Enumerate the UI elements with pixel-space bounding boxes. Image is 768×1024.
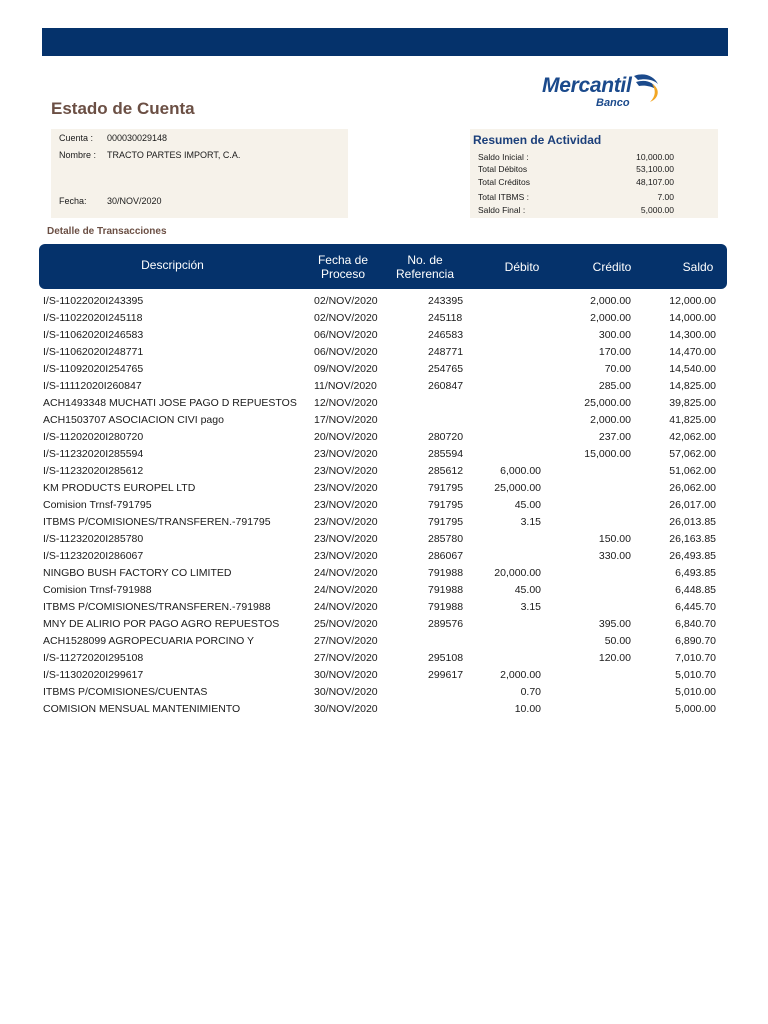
table-row — [0, 667, 768, 684]
table-row — [0, 412, 768, 429]
cell-description: I/S-11232020I285612 — [43, 465, 144, 477]
cell-description: I/S-11112020I260847 — [43, 380, 142, 392]
cell-date: 27/NOV/2020 — [314, 635, 378, 647]
table-row — [0, 378, 768, 395]
cell-description: I/S-11232020I286067 — [43, 550, 144, 562]
activity-summary-box — [470, 129, 718, 218]
cell-reference: 791988 — [428, 601, 464, 613]
summary-row — [478, 192, 674, 204]
cell-debit: 0.70 — [520, 686, 541, 698]
summary-row — [478, 152, 674, 164]
cell-date: 23/NOV/2020 — [314, 516, 378, 528]
cell-description: ITBMS P/COMISIONES/TRANSFEREN.-791988 — [43, 601, 271, 613]
cell-date: 11/NOV/2020 — [314, 380, 377, 392]
cell-date: 25/NOV/2020 — [314, 618, 378, 630]
date-label: Fecha: — [59, 196, 87, 206]
summary-row — [478, 177, 674, 189]
table-row — [0, 616, 768, 633]
cell-description: I/S-11062020I246583 — [43, 329, 144, 341]
table-row — [0, 463, 768, 480]
cell-date: 06/NOV/2020 — [314, 346, 378, 358]
cell-balance: 26,163.85 — [669, 533, 716, 545]
logo-swoosh-icon — [630, 70, 662, 104]
summary-label: Saldo Inicial : — [478, 152, 529, 162]
cell-date: 02/NOV/2020 — [314, 312, 378, 324]
column-header-debit: Débito — [504, 260, 540, 274]
cell-balance: 14,000.00 — [669, 312, 716, 324]
cell-credit: 300.00 — [598, 329, 631, 341]
cell-credit: 170.00 — [598, 346, 631, 358]
table-row — [0, 565, 768, 582]
cell-reference: 299617 — [428, 669, 464, 681]
summary-title: Resumen de Actividad — [473, 133, 602, 147]
cell-reference: 260847 — [428, 380, 464, 392]
cell-credit: 2,000.00 — [590, 414, 631, 426]
cell-balance: 26,013.85 — [669, 516, 716, 528]
cell-description: I/S-11302020I299617 — [43, 669, 144, 681]
cell-date: 02/NOV/2020 — [314, 295, 378, 307]
transactions-table-header — [39, 244, 727, 289]
table-row — [0, 650, 768, 667]
cell-description: I/S-11272020I295108 — [43, 652, 144, 664]
logo-wordmark: Mercantil — [542, 74, 632, 97]
cell-credit: 70.00 — [604, 363, 631, 375]
summary-row — [478, 205, 674, 217]
cell-date: 12/NOV/2020 — [314, 397, 378, 409]
cell-credit: 25,000.00 — [584, 397, 631, 409]
cell-balance: 6,840.70 — [675, 618, 716, 630]
table-row — [0, 344, 768, 361]
cell-balance: 41,825.00 — [669, 414, 716, 426]
cell-date: 20/NOV/2020 — [314, 431, 378, 443]
cell-credit: 15,000.00 — [584, 448, 631, 460]
cell-date: 23/NOV/2020 — [314, 499, 378, 511]
cell-description: COMISION MENSUAL MANTENIMIENTO — [43, 703, 241, 715]
cell-debit: 3.15 — [520, 516, 541, 528]
cell-reference: 245118 — [428, 312, 463, 324]
cell-description: I/S-11232020I285780 — [43, 533, 144, 545]
summary-value: 48,107.00 — [636, 177, 674, 187]
cell-balance: 39,825.00 — [669, 397, 716, 409]
cell-date: 27/NOV/2020 — [314, 652, 378, 664]
page-title: Estado de Cuenta — [51, 99, 195, 118]
cell-balance: 6,890.70 — [675, 635, 716, 647]
cell-debit: 25,000.00 — [494, 482, 541, 494]
cell-date: 17/NOV/2020 — [314, 414, 378, 426]
summary-value: 10,000.00 — [636, 152, 674, 162]
cell-description: MNY DE ALIRIO POR PAGO AGRO REPUESTOS — [43, 618, 280, 630]
cell-date: 23/NOV/2020 — [314, 482, 378, 494]
cell-description: I/S-11092020I254765 — [43, 363, 144, 375]
table-row — [0, 599, 768, 616]
summary-row — [478, 164, 674, 176]
table-row — [0, 293, 768, 310]
cell-date: 23/NOV/2020 — [314, 533, 378, 545]
cell-balance: 14,470.00 — [669, 346, 716, 358]
cell-balance: 14,540.00 — [669, 363, 716, 375]
account-info-box — [51, 129, 348, 218]
cell-balance: 7,010.70 — [675, 652, 716, 664]
cell-reference: 248771 — [428, 346, 464, 358]
column-header-credit: Crédito — [592, 260, 632, 274]
account-holder-name: TRACTO PARTES IMPORT, C.A. — [107, 150, 241, 160]
cell-description: ACH1493348 MUCHATI JOSE PAGO D REPUESTOS — [43, 397, 297, 409]
cell-debit: 6,000.00 — [500, 465, 541, 477]
column-header-reference-line2: Referencia — [395, 267, 455, 281]
cell-reference: 791988 — [428, 567, 464, 579]
cell-date: 30/NOV/2020 — [314, 686, 378, 698]
cell-credit: 50.00 — [604, 635, 631, 647]
column-header-date — [303, 253, 383, 281]
table-row — [0, 701, 768, 718]
column-header-balance: Saldo — [682, 260, 714, 274]
cell-reference: 295108 — [428, 652, 464, 664]
cell-date: 23/NOV/2020 — [314, 465, 378, 477]
cell-reference: 243395 — [428, 295, 464, 307]
column-header-reference — [385, 253, 465, 281]
statement-date: 30/NOV/2020 — [107, 196, 162, 206]
table-row — [0, 395, 768, 412]
cell-description: ACH1528099 AGROPECUARIA PORCINO Y — [43, 635, 255, 647]
cell-reference: 285594 — [428, 448, 464, 460]
summary-label: Total Débitos — [478, 164, 528, 174]
account-label: Cuenta : — [59, 133, 94, 143]
cell-description: ITBMS P/COMISIONES/TRANSFEREN.-791795 — [43, 516, 271, 528]
column-header-reference-line1: No. de — [407, 253, 443, 267]
summary-value: 7.00 — [657, 192, 674, 202]
cell-date: 24/NOV/2020 — [314, 584, 378, 596]
cell-balance: 57,062.00 — [669, 448, 716, 460]
cell-credit: 330.00 — [598, 550, 631, 562]
cell-date: 24/NOV/2020 — [314, 601, 378, 613]
cell-date: 23/NOV/2020 — [314, 550, 378, 562]
cell-balance: 26,493.85 — [669, 550, 716, 562]
cell-description: I/S-11202020I280720 — [43, 431, 144, 443]
cell-credit: 285.00 — [598, 380, 631, 392]
cell-description: I/S-11062020I248771 — [43, 346, 144, 358]
cell-date: 09/NOV/2020 — [314, 363, 378, 375]
transactions-section-title: Detalle de Transacciones — [47, 226, 167, 237]
cell-date: 23/NOV/2020 — [314, 448, 378, 460]
cell-balance: 6,445.70 — [675, 601, 716, 613]
column-header-description: Descripción — [141, 258, 204, 272]
logo-subtitle: Banco — [596, 97, 630, 109]
cell-reference: 289576 — [428, 618, 464, 630]
cell-date: 24/NOV/2020 — [314, 567, 378, 579]
cell-debit: 20,000.00 — [494, 567, 541, 579]
cell-balance: 6,448.85 — [675, 584, 716, 596]
header-bar — [42, 28, 728, 56]
cell-credit: 120.00 — [598, 652, 631, 664]
table-row — [0, 548, 768, 565]
table-row — [0, 531, 768, 548]
cell-description: I/S-11022020I245118 — [43, 312, 143, 324]
cell-credit: 150.00 — [598, 533, 631, 545]
cell-balance: 14,300.00 — [669, 329, 716, 341]
cell-description: I/S-11022020I243395 — [43, 295, 144, 307]
summary-label: Saldo Final : — [478, 205, 526, 215]
cell-balance: 5,010.70 — [675, 669, 716, 681]
cell-balance: 26,017.00 — [669, 499, 716, 511]
table-row — [0, 497, 768, 514]
table-row — [0, 480, 768, 497]
table-row — [0, 327, 768, 344]
cell-credit: 237.00 — [598, 431, 631, 443]
cell-balance: 26,062.00 — [669, 482, 716, 494]
cell-debit: 3.15 — [520, 601, 541, 613]
cell-balance: 42,062.00 — [669, 431, 716, 443]
cell-reference: 791988 — [428, 584, 464, 596]
cell-reference: 791795 — [428, 482, 464, 494]
cell-reference: 246583 — [428, 329, 464, 341]
table-row — [0, 361, 768, 378]
table-row — [0, 684, 768, 701]
cell-debit: 45.00 — [514, 499, 541, 511]
summary-label: Total ITBMS : — [478, 192, 530, 202]
cell-reference: 791795 — [428, 499, 464, 511]
cell-debit: 2,000.00 — [500, 669, 541, 681]
cell-reference: 285612 — [428, 465, 464, 477]
summary-value: 5,000.00 — [640, 205, 674, 215]
transactions-table-body — [0, 293, 768, 718]
cell-description: NINGBO BUSH FACTORY CO LIMITED — [43, 567, 232, 579]
cell-date: 06/NOV/2020 — [314, 329, 378, 341]
cell-debit: 45.00 — [514, 584, 541, 596]
table-row — [0, 310, 768, 327]
name-label: Nombre : — [59, 150, 97, 160]
cell-balance: 51,062.00 — [669, 465, 716, 477]
cell-balance: 5,010.00 — [675, 686, 716, 698]
account-number: 000030029148 — [107, 133, 168, 143]
column-header-date-line1: Fecha de — [317, 253, 369, 267]
table-row — [0, 446, 768, 463]
cell-description: Comision Trnsf-791795 — [43, 499, 152, 511]
table-row — [0, 582, 768, 599]
cell-credit: 2,000.00 — [590, 295, 631, 307]
cell-reference: 254765 — [428, 363, 464, 375]
cell-reference: 286067 — [428, 550, 464, 562]
cell-balance: 6,493.85 — [675, 567, 716, 579]
cell-reference: 791795 — [428, 516, 464, 528]
cell-description: I/S-11232020I285594 — [43, 448, 144, 460]
summary-value: 53,100.00 — [636, 164, 674, 174]
cell-balance: 14,825.00 — [669, 380, 716, 392]
summary-label: Total Créditos — [478, 177, 530, 187]
cell-credit: 2,000.00 — [590, 312, 631, 324]
cell-description: KM PRODUCTS EUROPEL LTD — [43, 482, 196, 494]
cell-description: ITBMS P/COMISIONES/CUENTAS — [43, 686, 208, 698]
cell-date: 30/NOV/2020 — [314, 703, 378, 715]
cell-description: Comision Trnsf-791988 — [43, 584, 152, 596]
cell-balance: 5,000.00 — [675, 703, 716, 715]
cell-description: ACH1503707 ASOCIACION CIVI pago — [43, 414, 224, 426]
column-header-date-line2: Proceso — [320, 267, 366, 281]
table-row — [0, 514, 768, 531]
cell-credit: 395.00 — [598, 618, 631, 630]
cell-debit: 10.00 — [514, 703, 541, 715]
table-row — [0, 633, 768, 650]
cell-reference: 280720 — [428, 431, 464, 443]
bank-logo — [540, 70, 670, 114]
cell-reference: 285780 — [428, 533, 464, 545]
cell-date: 30/NOV/2020 — [314, 669, 378, 681]
cell-balance: 12,000.00 — [669, 295, 716, 307]
table-row — [0, 429, 768, 446]
